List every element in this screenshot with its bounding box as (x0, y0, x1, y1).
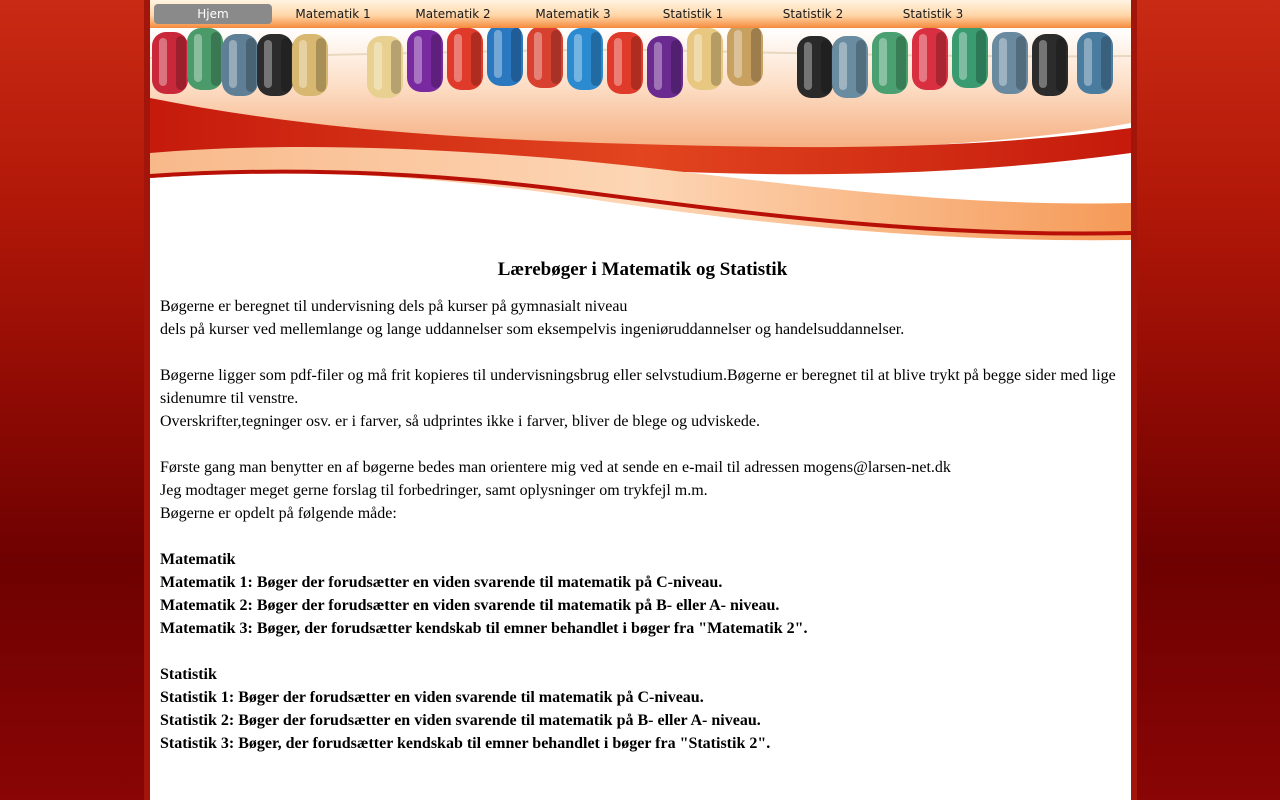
bead-strip (150, 28, 1131, 108)
email-link[interactable]: mogens@larsen-net.dk (803, 459, 951, 476)
stat-heading: Statistik (160, 666, 217, 683)
nav-item-matematik-3[interactable]: Matematik 3 (535, 7, 611, 21)
header-banner (150, 0, 1131, 245)
bead-shadow-22 (1056, 38, 1066, 92)
bead-highlight-14 (694, 34, 702, 82)
bead-shadow-16 (821, 40, 831, 94)
bead-shadow-11 (591, 32, 601, 86)
bead-shadow-15 (751, 28, 761, 82)
contact-text: Første gang man benytter en af bøgerne bedes man orientere mig ved at sende en e-mail til adressen (160, 459, 804, 476)
intro-line-2: dels på kurser ved mellemlange og lange uddannelser som eksempelvis ingeniøruddannelser og handelsuddannelser. (160, 321, 905, 338)
bead-shadow-8 (471, 32, 481, 86)
bead-shadow-20 (976, 30, 986, 84)
nav-item-statistik-1[interactable]: Statistik 1 (662, 7, 724, 21)
nav-item-hjem[interactable]: Hjem (154, 4, 272, 24)
nav-item-statistik-2[interactable]: Statistik 2 (782, 7, 844, 21)
contact-info (160, 456, 1125, 479)
bead-shadow-6 (391, 40, 401, 94)
math-item-2: Matematik 2: Bøger der forudsætter en viden svarende til matematik på B- eller A- niveau. (160, 597, 780, 614)
bead-highlight-22 (1039, 40, 1047, 88)
bead-highlight-12 (614, 38, 622, 86)
color-info: Overskrifter,tegninger osv. er i farver, så udprintes ikke i farver, bliver de blege og udviskede. (160, 413, 760, 430)
bead-highlight-9 (494, 30, 502, 78)
bead-shadow-19 (936, 32, 946, 86)
bead-shadow-23 (1101, 36, 1111, 90)
bead-highlight-3 (229, 40, 237, 88)
nav-item-matematik-2[interactable]: Matematik 2 (415, 7, 491, 21)
nav-item-statistik-3[interactable]: Statistik 3 (902, 7, 964, 21)
bead-shadow-21 (1016, 36, 1026, 90)
bead-shadow-18 (896, 36, 906, 90)
stat-item-1: Statistik 1: Bøger der forudsætter en viden svarende til matematik på C-niveau. (160, 689, 704, 706)
bead-shadow-5 (316, 38, 326, 92)
bead-highlight-16 (804, 42, 812, 90)
bead-highlight-23 (1084, 38, 1092, 86)
stat-item-2: Statistik 2: Bøger der forudsætter en viden svarende til matematik på B- eller A- niveau. (160, 712, 761, 729)
bead-highlight-6 (374, 42, 382, 90)
intro-line-1: Bøgerne er beregnet til undervisning dels på kurser på gymnasialt niveau (160, 298, 628, 315)
pdf-info: Bøgerne ligger som pdf-filer og må frit kopieres til undervisningsbrug eller selvstudium.Bøgerne er beregnet til at blive trykt på begge sider med lige sidenumre til venstre. (160, 367, 1116, 407)
bead-shadow-9 (511, 28, 521, 82)
bead-shadow-13 (671, 40, 681, 94)
bead-highlight-7 (414, 36, 422, 84)
bead-highlight-15 (734, 30, 742, 78)
bead-highlight-18 (879, 38, 887, 86)
nav-item-matematik-1[interactable]: Matematik 1 (295, 7, 371, 21)
math-heading: Matematik (160, 551, 236, 568)
bead-highlight-21 (999, 38, 1007, 86)
bead-shadow-7 (431, 34, 441, 88)
bead-highlight-1 (159, 38, 167, 86)
bead-highlight-19 (919, 34, 927, 82)
suggestion-info: Jeg modtager meget gerne forslag til forbedringer, samt oplysninger om trykfejl m.m. (160, 482, 708, 499)
bead-highlight-2 (194, 34, 202, 82)
top-navigation (150, 0, 1131, 28)
math-item-3: Matematik 3: Bøger, der forudsætter kendskab til emner behandlet i bøger fra "Matematik 2". (160, 620, 808, 637)
bead-shadow-12 (631, 36, 641, 90)
bead-shadow-14 (711, 32, 721, 86)
page-container (144, 0, 1137, 800)
division-info: Bøgerne er opdelt på følgende måde: (160, 505, 397, 522)
bead-shadow-1 (176, 36, 186, 90)
stat-item-3: Statistik 3: Bøger, der forudsætter kendskab til emner behandlet i bøger fra "Statistik 2". (160, 735, 771, 752)
page-title: Lærebøger i Matematik og Statistik (497, 259, 788, 280)
bead-highlight-5 (299, 40, 307, 88)
bead-shadow-3 (246, 38, 256, 92)
bead-highlight-13 (654, 42, 662, 90)
bead-shadow-17 (856, 40, 866, 94)
bead-highlight-11 (574, 34, 582, 82)
bead-highlight-4 (264, 40, 272, 88)
bead-highlight-10 (534, 32, 542, 80)
main-content (160, 255, 1125, 755)
bead-shadow-4 (281, 38, 291, 92)
bead-highlight-8 (454, 34, 462, 82)
bead-highlight-17 (839, 42, 847, 90)
math-item-1: Matematik 1: Bøger der forudsætter en viden svarende til matematik på C-niveau. (160, 574, 723, 591)
bead-shadow-2 (211, 32, 221, 86)
bead-highlight-20 (959, 32, 967, 80)
bead-shadow-10 (551, 30, 561, 84)
